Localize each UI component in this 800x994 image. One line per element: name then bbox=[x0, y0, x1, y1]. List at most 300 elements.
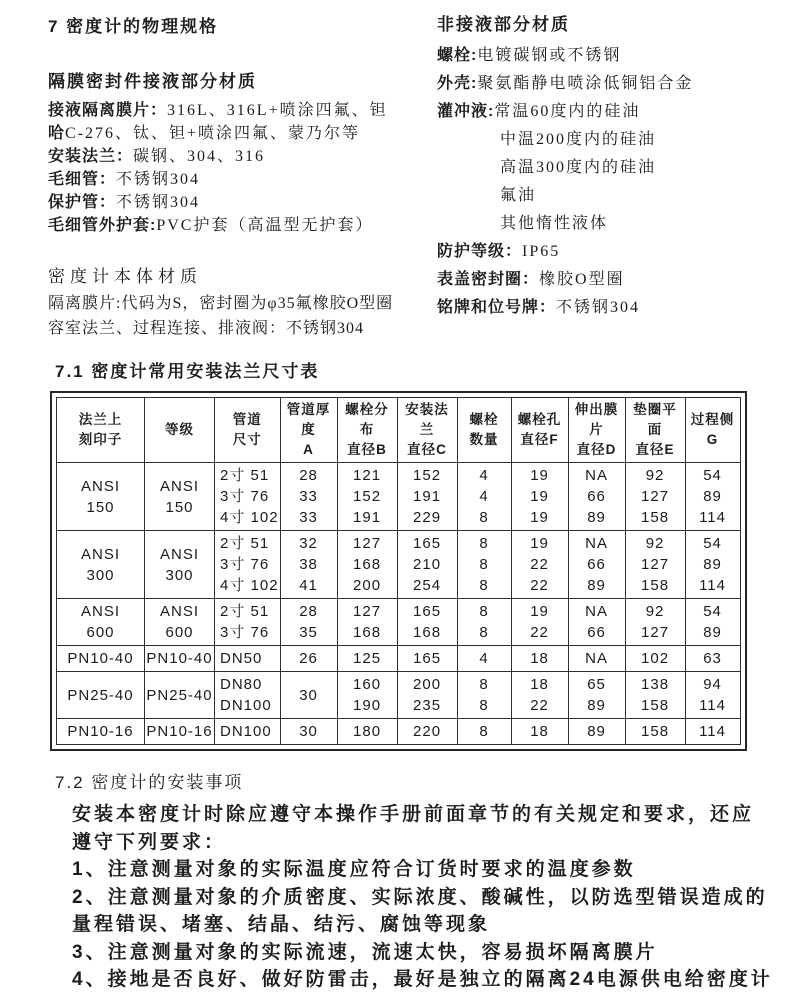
cell-line: 158 bbox=[641, 697, 670, 714]
spec-label: 灌冲液: bbox=[437, 103, 495, 120]
column-header bbox=[397, 398, 457, 463]
column-header-line: 直径E bbox=[635, 442, 675, 457]
spec-value: 电镀碳钢或不锈钢 bbox=[477, 47, 622, 64]
physical-spec-section bbox=[48, 10, 755, 341]
cell-line: 191 bbox=[353, 509, 382, 526]
cell-line: 102 bbox=[641, 650, 670, 667]
cell-line: 127 bbox=[641, 488, 670, 505]
cell-mark bbox=[57, 646, 145, 672]
cell-f bbox=[511, 599, 568, 646]
column-header-line: 安装法兰 bbox=[405, 402, 449, 437]
column-header-line: 直径C bbox=[407, 442, 447, 457]
cell-line: 18 bbox=[530, 676, 549, 693]
cell-grade bbox=[145, 463, 215, 531]
cell-line: 89 bbox=[703, 556, 722, 573]
spec-item bbox=[437, 126, 755, 154]
installation-note-line: 2、注意测量对象的介质密度、实际浓度、酸碱性，以防选型错误造成的 bbox=[72, 886, 768, 908]
cell-line: 158 bbox=[641, 723, 670, 740]
cell-grade bbox=[145, 531, 215, 599]
cell-e bbox=[625, 463, 685, 531]
spec-label: 保护管： bbox=[48, 194, 117, 211]
section-7-title: 7 密度计的物理规格 bbox=[48, 17, 219, 36]
cell-line: 89 bbox=[703, 488, 722, 505]
table-group-row bbox=[57, 599, 741, 646]
column-header-line: 螺栓分布 bbox=[345, 402, 389, 437]
cell-line: 8 bbox=[479, 556, 489, 573]
cell-qty bbox=[457, 599, 511, 646]
cell-line: NA bbox=[585, 535, 608, 552]
column-header bbox=[457, 398, 511, 463]
spec-label: 表盖密封圈： bbox=[437, 271, 540, 288]
cell-line: 89 bbox=[587, 509, 606, 526]
spec-value: 氟油 bbox=[500, 187, 537, 204]
cell-line: NA bbox=[585, 467, 608, 484]
cell-line: 66 bbox=[587, 624, 606, 641]
cell-line: 30 bbox=[299, 686, 318, 704]
cell-line: 89 bbox=[587, 723, 606, 740]
column-header-line: 管道 bbox=[232, 412, 262, 427]
spec-item bbox=[437, 70, 755, 98]
cell-line: PN10-16 bbox=[146, 723, 213, 740]
cell-grade bbox=[145, 646, 215, 672]
cell-pipe bbox=[215, 719, 281, 745]
cell-line: PN10-40 bbox=[67, 650, 134, 667]
spec-label: 螺栓: bbox=[437, 47, 478, 64]
cell-line: 26 bbox=[299, 650, 318, 667]
cell-line: 600 bbox=[165, 624, 194, 641]
installation-note-line: 遵守下列要求： bbox=[72, 831, 227, 853]
cell-g bbox=[685, 463, 740, 531]
cell-line: 160 bbox=[353, 676, 382, 693]
cell-line: PN25-40 bbox=[146, 686, 213, 704]
spec-item bbox=[48, 214, 437, 237]
spec-label: 接液隔离膜片： bbox=[48, 102, 168, 119]
column-header-line: 尺寸 bbox=[232, 432, 262, 447]
spec-item bbox=[48, 145, 437, 168]
spec-item bbox=[48, 191, 437, 214]
cell-line: 127 bbox=[641, 556, 670, 573]
cell-line: 4 bbox=[479, 488, 489, 505]
spec-value: 橡胶O型圈 bbox=[539, 271, 625, 288]
column-header-line: 法兰上 bbox=[78, 412, 123, 427]
cell-pipe bbox=[215, 646, 281, 672]
column-header bbox=[280, 398, 337, 463]
spec-item bbox=[437, 154, 755, 182]
cell-mark bbox=[57, 531, 145, 599]
column-header-line: 直径F bbox=[520, 432, 559, 447]
column-header-line: A bbox=[303, 442, 314, 457]
cell-line: 35 bbox=[299, 624, 318, 641]
cell-line: 8 bbox=[479, 723, 489, 740]
cell-line: 158 bbox=[641, 577, 670, 594]
cell-line: 41 bbox=[299, 577, 318, 594]
spec-item bbox=[437, 238, 755, 266]
cell-b bbox=[337, 463, 397, 531]
table-group-row bbox=[57, 646, 741, 672]
cell-line: 150 bbox=[86, 498, 115, 516]
cell-line: 8 bbox=[479, 624, 489, 641]
spec-label: 毛细管外护套: bbox=[48, 217, 157, 234]
installation-note-line: 1、注意测量对象的实际温度应符合订货时要求的温度参数 bbox=[72, 859, 636, 880]
cell-pipe bbox=[215, 463, 281, 531]
cell-line: 200 bbox=[353, 577, 382, 594]
body-material-line: 容室法兰、过程连接、排液阀：不锈钢304 bbox=[48, 320, 365, 337]
section-71-title: 7.1 密度计常用安装法兰尺寸表 bbox=[55, 362, 320, 381]
cell-f bbox=[511, 672, 568, 719]
column-header bbox=[685, 398, 740, 463]
column-header-line: 等级 bbox=[165, 422, 194, 437]
section-72-title: 7.2 密度计的安装事项 bbox=[55, 773, 244, 792]
cell-grade bbox=[145, 719, 215, 745]
cell-line: 66 bbox=[587, 556, 606, 573]
cell-pipe bbox=[215, 672, 281, 719]
table-group-row bbox=[57, 463, 741, 531]
spec-value: 中温200度内的硅油 bbox=[500, 131, 657, 148]
cell-g bbox=[685, 646, 740, 672]
cell-line: 63 bbox=[703, 650, 722, 667]
cell-mark bbox=[57, 672, 145, 719]
cell-line: 168 bbox=[353, 624, 382, 641]
cell-f bbox=[511, 531, 568, 599]
wetted-parts-subtitle: 隔膜密封件接液部分材质 bbox=[48, 72, 257, 91]
cell-line: ANSI bbox=[159, 545, 199, 563]
column-header-line: 过程侧 bbox=[690, 412, 735, 427]
cell-pipe bbox=[215, 599, 281, 646]
cell-line: 114 bbox=[699, 577, 726, 594]
cell-e bbox=[625, 531, 685, 599]
cell-b bbox=[337, 599, 397, 646]
cell-a bbox=[280, 531, 337, 599]
column-header-line: 管道厚度 bbox=[286, 402, 331, 437]
column-header-line: 螺栓孔 bbox=[517, 412, 562, 427]
cell-line: 2寸 51 bbox=[220, 535, 270, 552]
table-group-row bbox=[57, 719, 741, 745]
cell-line: 152 bbox=[353, 488, 382, 505]
cell-c bbox=[397, 719, 457, 745]
spec-label: 外壳: bbox=[437, 75, 478, 92]
cell-line: 32 bbox=[299, 535, 318, 552]
cell-line: DN100 bbox=[220, 723, 272, 740]
table-group-row bbox=[57, 531, 741, 599]
cell-d bbox=[568, 531, 625, 599]
spec-value: 316L、316L+喷涂四氟、钽 bbox=[167, 102, 388, 119]
cell-line: 22 bbox=[530, 697, 549, 714]
cell-qty bbox=[457, 463, 511, 531]
cell-line: 180 bbox=[353, 723, 382, 740]
spec-value: 其他惰性液体 bbox=[500, 215, 609, 232]
cell-line: 33 bbox=[299, 509, 318, 526]
cell-a bbox=[280, 719, 337, 745]
cell-c bbox=[397, 599, 457, 646]
cell-line: 190 bbox=[353, 697, 382, 714]
cell-line: 4 bbox=[479, 467, 489, 484]
non-wetted-subtitle: 非接液部分材质 bbox=[437, 15, 570, 34]
cell-line: 89 bbox=[587, 577, 606, 594]
column-header-line: 数量 bbox=[469, 432, 499, 447]
cell-line: 4寸 102 bbox=[220, 577, 279, 594]
cell-grade bbox=[145, 672, 215, 719]
cell-line: 114 bbox=[699, 509, 726, 526]
cell-line: 22 bbox=[530, 624, 549, 641]
spec-value: 常温60度内的硅油 bbox=[494, 103, 641, 120]
column-header-line: 直径D bbox=[576, 442, 617, 457]
spec-label: 毛细管： bbox=[48, 171, 117, 188]
table-header-row bbox=[57, 398, 741, 463]
cell-d bbox=[568, 463, 625, 531]
cell-line: 254 bbox=[413, 577, 442, 594]
cell-line: 165 bbox=[413, 535, 442, 552]
column-header-line: 垫圈平面 bbox=[633, 402, 677, 437]
cell-line: 54 bbox=[703, 467, 722, 484]
spec-value: 不锈钢304 bbox=[116, 171, 201, 188]
cell-c bbox=[397, 463, 457, 531]
cell-a bbox=[280, 463, 337, 531]
cell-qty bbox=[457, 531, 511, 599]
table-body bbox=[57, 463, 741, 745]
spec-item bbox=[48, 122, 437, 145]
spec-value: 碳钢、304、316 bbox=[133, 148, 266, 165]
spec-item bbox=[437, 266, 755, 294]
cell-line: 65 bbox=[587, 676, 606, 693]
column-header-line: 直径B bbox=[347, 442, 387, 457]
cell-line: DN80 bbox=[220, 676, 263, 693]
cell-line: 19 bbox=[530, 488, 549, 505]
column-header-line: G bbox=[706, 432, 719, 447]
cell-line: 8 bbox=[479, 603, 489, 620]
cell-line: PN10-16 bbox=[67, 723, 134, 740]
spec-label: 铭牌和位号牌： bbox=[437, 299, 557, 316]
cell-line: 19 bbox=[530, 603, 549, 620]
cell-line: 235 bbox=[413, 697, 442, 714]
spec-value: C-276、钛、钽+喷涂四氟、蒙乃尔等 bbox=[65, 125, 361, 142]
cell-grade bbox=[145, 599, 215, 646]
cell-line: 114 bbox=[699, 697, 726, 714]
column-header bbox=[215, 398, 281, 463]
spec-item bbox=[437, 294, 755, 322]
cell-a bbox=[280, 599, 337, 646]
cell-line: 114 bbox=[699, 723, 726, 740]
spec-value: 聚氨酯静电喷涂低铜铝合金 bbox=[477, 75, 694, 92]
installation-note-line: 3、注意测量对象的实际流速，流速太快，容易损坏隔离膜片 bbox=[72, 941, 658, 963]
cell-c bbox=[397, 646, 457, 672]
cell-line: 92 bbox=[645, 467, 665, 484]
cell-line: 8 bbox=[479, 676, 489, 693]
cell-a bbox=[280, 646, 337, 672]
cell-e bbox=[625, 672, 685, 719]
spec-item bbox=[437, 210, 755, 238]
cell-b bbox=[337, 672, 397, 719]
cell-g bbox=[685, 599, 740, 646]
cell-line: 220 bbox=[413, 723, 442, 740]
cell-b bbox=[337, 531, 397, 599]
body-material-lines bbox=[48, 291, 437, 341]
cell-line: 165 bbox=[413, 650, 442, 667]
cell-line: 22 bbox=[530, 577, 549, 594]
cell-line: 138 bbox=[641, 676, 670, 693]
cell-line: 92 bbox=[645, 535, 665, 552]
cell-line: 8 bbox=[479, 535, 489, 552]
spec-item bbox=[437, 98, 755, 126]
cell-f bbox=[511, 463, 568, 531]
cell-qty bbox=[457, 719, 511, 745]
column-header bbox=[625, 398, 685, 463]
cell-line: 152 bbox=[413, 467, 442, 484]
column-header-line: 刻印子 bbox=[78, 432, 123, 447]
column-header bbox=[145, 398, 215, 463]
cell-line: 200 bbox=[413, 676, 442, 693]
cell-line: 22 bbox=[530, 556, 549, 573]
cell-line: 600 bbox=[86, 624, 115, 641]
cell-d bbox=[568, 719, 625, 745]
cell-line: 4 bbox=[479, 650, 489, 667]
table-head bbox=[57, 398, 741, 463]
cell-line: 19 bbox=[530, 509, 549, 526]
cell-line: 210 bbox=[413, 556, 442, 573]
cell-line: 127 bbox=[353, 603, 382, 620]
cell-line: NA bbox=[585, 603, 608, 620]
cell-g bbox=[685, 672, 740, 719]
cell-line: 19 bbox=[530, 467, 549, 484]
cell-e bbox=[625, 719, 685, 745]
cell-line: DN50 bbox=[220, 650, 263, 667]
cell-f bbox=[511, 719, 568, 745]
spec-item bbox=[48, 99, 437, 122]
cell-line: 54 bbox=[703, 603, 722, 620]
cell-line: 28 bbox=[299, 603, 318, 620]
cell-line: ANSI bbox=[80, 603, 120, 620]
cell-line: 2寸 51 bbox=[220, 603, 270, 620]
non-wetted-parts-column bbox=[437, 10, 755, 341]
cell-pipe bbox=[215, 531, 281, 599]
cell-line: ANSI bbox=[80, 545, 120, 563]
spec-value: PVC护套（高温型无护套） bbox=[156, 217, 374, 234]
cell-line: 168 bbox=[413, 624, 442, 641]
spec-value: IP65 bbox=[522, 243, 561, 260]
cell-line: 158 bbox=[641, 509, 670, 526]
cell-line: 121 bbox=[353, 467, 382, 484]
column-header bbox=[568, 398, 625, 463]
cell-line: 38 bbox=[299, 556, 318, 573]
cell-line: 150 bbox=[165, 498, 194, 516]
column-header bbox=[511, 398, 568, 463]
cell-e bbox=[625, 646, 685, 672]
spec-label: 安装法兰： bbox=[48, 148, 134, 165]
cell-line: 191 bbox=[413, 488, 442, 505]
cell-line: 54 bbox=[703, 535, 722, 552]
cell-c bbox=[397, 531, 457, 599]
cell-line: 3寸 76 bbox=[220, 624, 270, 641]
spec-value: 不锈钢304 bbox=[116, 194, 201, 211]
cell-b bbox=[337, 719, 397, 745]
column-header bbox=[337, 398, 397, 463]
column-header-line: 伸出膜片 bbox=[574, 402, 619, 437]
cell-d bbox=[568, 646, 625, 672]
cell-d bbox=[568, 672, 625, 719]
cell-line: 300 bbox=[165, 566, 194, 584]
cell-e bbox=[625, 599, 685, 646]
installation-note-line: 4、接地是否良好、做好防雷击，最好是独立的隔离24电源供电给密度计 bbox=[72, 969, 773, 990]
cell-line: PN10-40 bbox=[146, 650, 213, 667]
flange-dimensions-table bbox=[56, 397, 741, 745]
installation-notes bbox=[72, 801, 773, 994]
spec-item bbox=[437, 42, 755, 70]
cell-g bbox=[685, 531, 740, 599]
cell-mark bbox=[57, 463, 145, 531]
cell-line: ANSI bbox=[159, 477, 199, 495]
cell-qty bbox=[457, 646, 511, 672]
wetted-parts-column bbox=[48, 10, 437, 341]
cell-qty bbox=[457, 672, 511, 719]
wetted-parts-list bbox=[48, 99, 437, 237]
body-material-line: 隔离膜片:代码为S，密封圈为φ35氟橡胶O型圈 bbox=[48, 295, 394, 312]
cell-line: 168 bbox=[353, 556, 382, 573]
cell-line: 89 bbox=[587, 697, 606, 714]
spec-value: 不锈钢304 bbox=[556, 299, 641, 316]
cell-mark bbox=[57, 719, 145, 745]
cell-line: 92 bbox=[645, 603, 665, 620]
cell-line: 2寸 51 bbox=[220, 467, 270, 484]
cell-line: 229 bbox=[413, 509, 442, 526]
cell-line: 94 bbox=[703, 676, 722, 693]
column-header bbox=[57, 398, 145, 463]
cell-line: ANSI bbox=[159, 603, 199, 620]
cell-line: ANSI bbox=[80, 477, 120, 495]
cell-line: 4寸 102 bbox=[220, 509, 279, 526]
cell-line: 66 bbox=[587, 488, 606, 505]
cell-g bbox=[685, 719, 740, 745]
cell-line: 28 bbox=[299, 467, 318, 484]
installation-section bbox=[48, 768, 773, 994]
table-group-row bbox=[57, 672, 741, 719]
cell-a bbox=[280, 672, 337, 719]
cell-line: 165 bbox=[413, 603, 442, 620]
cell-line: 3寸 76 bbox=[220, 488, 270, 505]
cell-line: 300 bbox=[86, 566, 115, 584]
cell-d bbox=[568, 599, 625, 646]
cell-line: 8 bbox=[479, 509, 489, 526]
cell-line: 8 bbox=[479, 577, 489, 594]
cell-line: 30 bbox=[299, 723, 318, 740]
body-material-title: 密度计本体材质 bbox=[48, 267, 202, 286]
cell-f bbox=[511, 646, 568, 672]
spec-item bbox=[48, 168, 437, 191]
installation-note-line: 安装本密度计时除应遵守本操作手册前面章节的有关规定和要求，还应 bbox=[72, 804, 755, 825]
spec-value: 高温300度内的硅油 bbox=[500, 159, 657, 176]
flange-table-frame bbox=[50, 391, 747, 751]
column-header-line: 螺栓 bbox=[469, 412, 499, 427]
cell-line: NA bbox=[585, 650, 608, 667]
cell-line: 127 bbox=[353, 535, 382, 552]
cell-line: 89 bbox=[703, 624, 722, 641]
cell-line: 19 bbox=[530, 535, 549, 552]
cell-b bbox=[337, 646, 397, 672]
cell-line: 3寸 76 bbox=[220, 556, 270, 573]
spec-item bbox=[437, 182, 755, 210]
cell-line: 125 bbox=[353, 650, 382, 667]
cell-line: 18 bbox=[530, 650, 549, 667]
cell-mark bbox=[57, 599, 145, 646]
cell-line: 8 bbox=[479, 697, 489, 714]
cell-line: 18 bbox=[530, 723, 549, 740]
spec-label: 哈 bbox=[48, 125, 66, 142]
non-wetted-parts-list bbox=[437, 42, 755, 322]
cell-line: PN25-40 bbox=[67, 686, 134, 704]
cell-line: 33 bbox=[299, 488, 318, 505]
cell-line: 127 bbox=[641, 624, 670, 641]
cell-c bbox=[397, 672, 457, 719]
cell-line: DN100 bbox=[220, 697, 272, 714]
installation-note-line: 量程错误、堵塞、结晶、结污、腐蚀等现象 bbox=[72, 914, 491, 935]
